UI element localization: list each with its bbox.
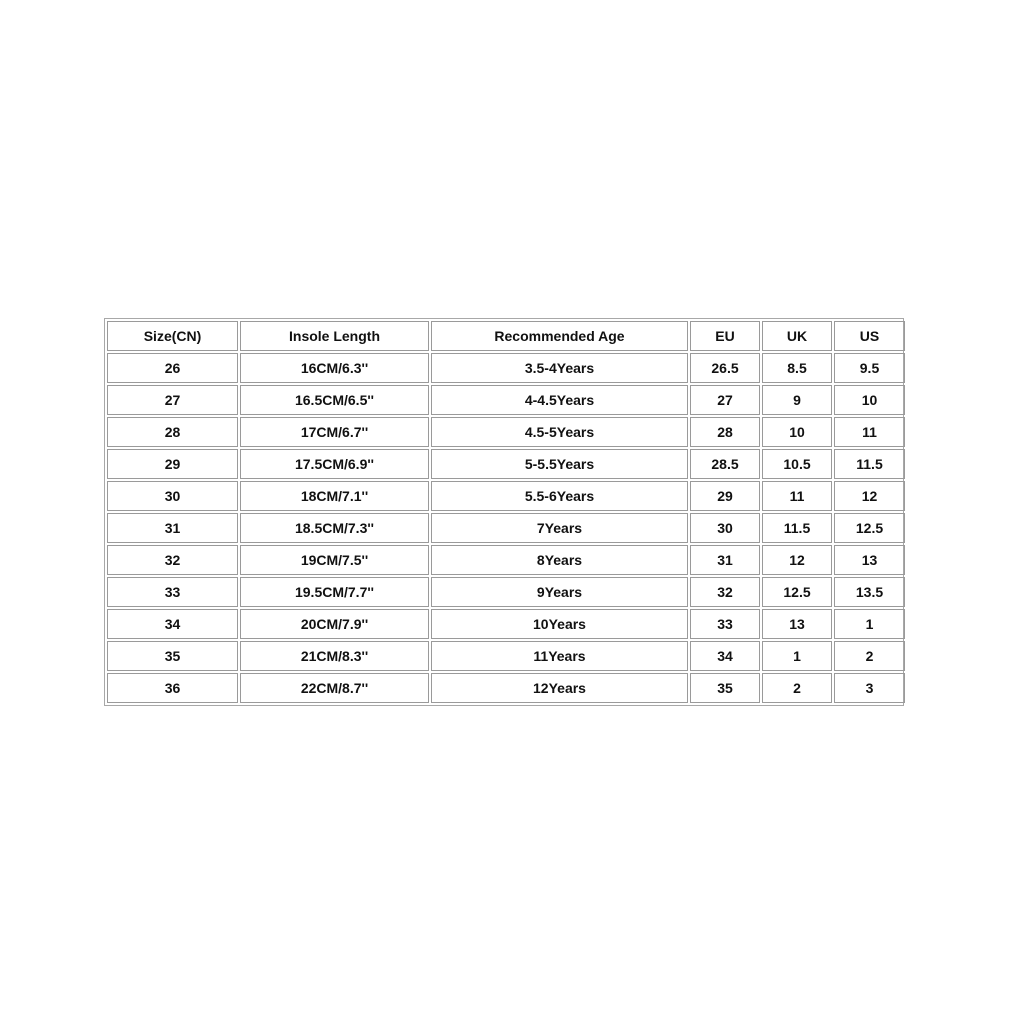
cell-eu: 28 (690, 417, 760, 447)
cell-us: 10 (834, 385, 905, 415)
cell-uk: 8.5 (762, 353, 832, 383)
cell-us: 13.5 (834, 577, 905, 607)
table-row (107, 545, 905, 575)
cell-us: 1 (834, 609, 905, 639)
cell-eu: 34 (690, 641, 760, 671)
table-row (107, 353, 905, 383)
cell-size-cn: 26 (107, 353, 238, 383)
table-row (107, 449, 905, 479)
cell-recommended-age: 4-4.5Years (431, 385, 688, 415)
cell-size-cn: 33 (107, 577, 238, 607)
cell-uk: 11.5 (762, 513, 832, 543)
cell-size-cn: 29 (107, 449, 238, 479)
table-row (107, 417, 905, 447)
cell-size-cn: 27 (107, 385, 238, 415)
cell-insole-length: 19.5CM/7.7'' (240, 577, 429, 607)
table-row (107, 641, 905, 671)
cell-us: 9.5 (834, 353, 905, 383)
cell-uk: 12 (762, 545, 832, 575)
cell-us: 2 (834, 641, 905, 671)
header-us: US (834, 321, 905, 351)
header-uk: UK (762, 321, 832, 351)
cell-insole-length: 20CM/7.9'' (240, 609, 429, 639)
cell-uk: 11 (762, 481, 832, 511)
cell-eu: 35 (690, 673, 760, 703)
size-chart-table (105, 319, 907, 705)
cell-recommended-age: 5.5-6Years (431, 481, 688, 511)
cell-insole-length: 18.5CM/7.3'' (240, 513, 429, 543)
size-chart (104, 318, 904, 706)
cell-insole-length: 19CM/7.5'' (240, 545, 429, 575)
cell-size-cn: 31 (107, 513, 238, 543)
cell-uk: 12.5 (762, 577, 832, 607)
cell-eu: 30 (690, 513, 760, 543)
cell-size-cn: 28 (107, 417, 238, 447)
cell-eu: 31 (690, 545, 760, 575)
cell-recommended-age: 10Years (431, 609, 688, 639)
cell-us: 11 (834, 417, 905, 447)
cell-recommended-age: 11Years (431, 641, 688, 671)
cell-uk: 2 (762, 673, 832, 703)
cell-eu: 33 (690, 609, 760, 639)
cell-us: 13 (834, 545, 905, 575)
cell-insole-length: 21CM/8.3'' (240, 641, 429, 671)
cell-size-cn: 35 (107, 641, 238, 671)
cell-insole-length: 22CM/8.7'' (240, 673, 429, 703)
header-recommended-age: Recommended Age (431, 321, 688, 351)
cell-eu: 26.5 (690, 353, 760, 383)
cell-eu: 32 (690, 577, 760, 607)
header-insole-length: Insole Length (240, 321, 429, 351)
cell-uk: 10.5 (762, 449, 832, 479)
cell-recommended-age: 7Years (431, 513, 688, 543)
table-row (107, 385, 905, 415)
cell-insole-length: 16.5CM/6.5'' (240, 385, 429, 415)
cell-recommended-age: 4.5-5Years (431, 417, 688, 447)
cell-recommended-age: 3.5-4Years (431, 353, 688, 383)
cell-insole-length: 17CM/6.7'' (240, 417, 429, 447)
cell-insole-length: 17.5CM/6.9'' (240, 449, 429, 479)
cell-us: 3 (834, 673, 905, 703)
cell-eu: 29 (690, 481, 760, 511)
cell-uk: 13 (762, 609, 832, 639)
cell-size-cn: 32 (107, 545, 238, 575)
cell-us: 12 (834, 481, 905, 511)
table-row (107, 673, 905, 703)
cell-size-cn: 34 (107, 609, 238, 639)
table-body (107, 353, 905, 703)
cell-insole-length: 16CM/6.3'' (240, 353, 429, 383)
cell-uk: 1 (762, 641, 832, 671)
cell-recommended-age: 12Years (431, 673, 688, 703)
table-row (107, 577, 905, 607)
cell-us: 12.5 (834, 513, 905, 543)
cell-us: 11.5 (834, 449, 905, 479)
table-row (107, 609, 905, 639)
table-header-row (107, 321, 905, 351)
table-row (107, 481, 905, 511)
cell-recommended-age: 8Years (431, 545, 688, 575)
cell-eu: 28.5 (690, 449, 760, 479)
cell-insole-length: 18CM/7.1'' (240, 481, 429, 511)
cell-uk: 9 (762, 385, 832, 415)
cell-uk: 10 (762, 417, 832, 447)
table-row (107, 513, 905, 543)
cell-size-cn: 30 (107, 481, 238, 511)
cell-recommended-age: 5-5.5Years (431, 449, 688, 479)
cell-eu: 27 (690, 385, 760, 415)
cell-recommended-age: 9Years (431, 577, 688, 607)
cell-size-cn: 36 (107, 673, 238, 703)
header-size-cn: Size(CN) (107, 321, 238, 351)
header-eu: EU (690, 321, 760, 351)
